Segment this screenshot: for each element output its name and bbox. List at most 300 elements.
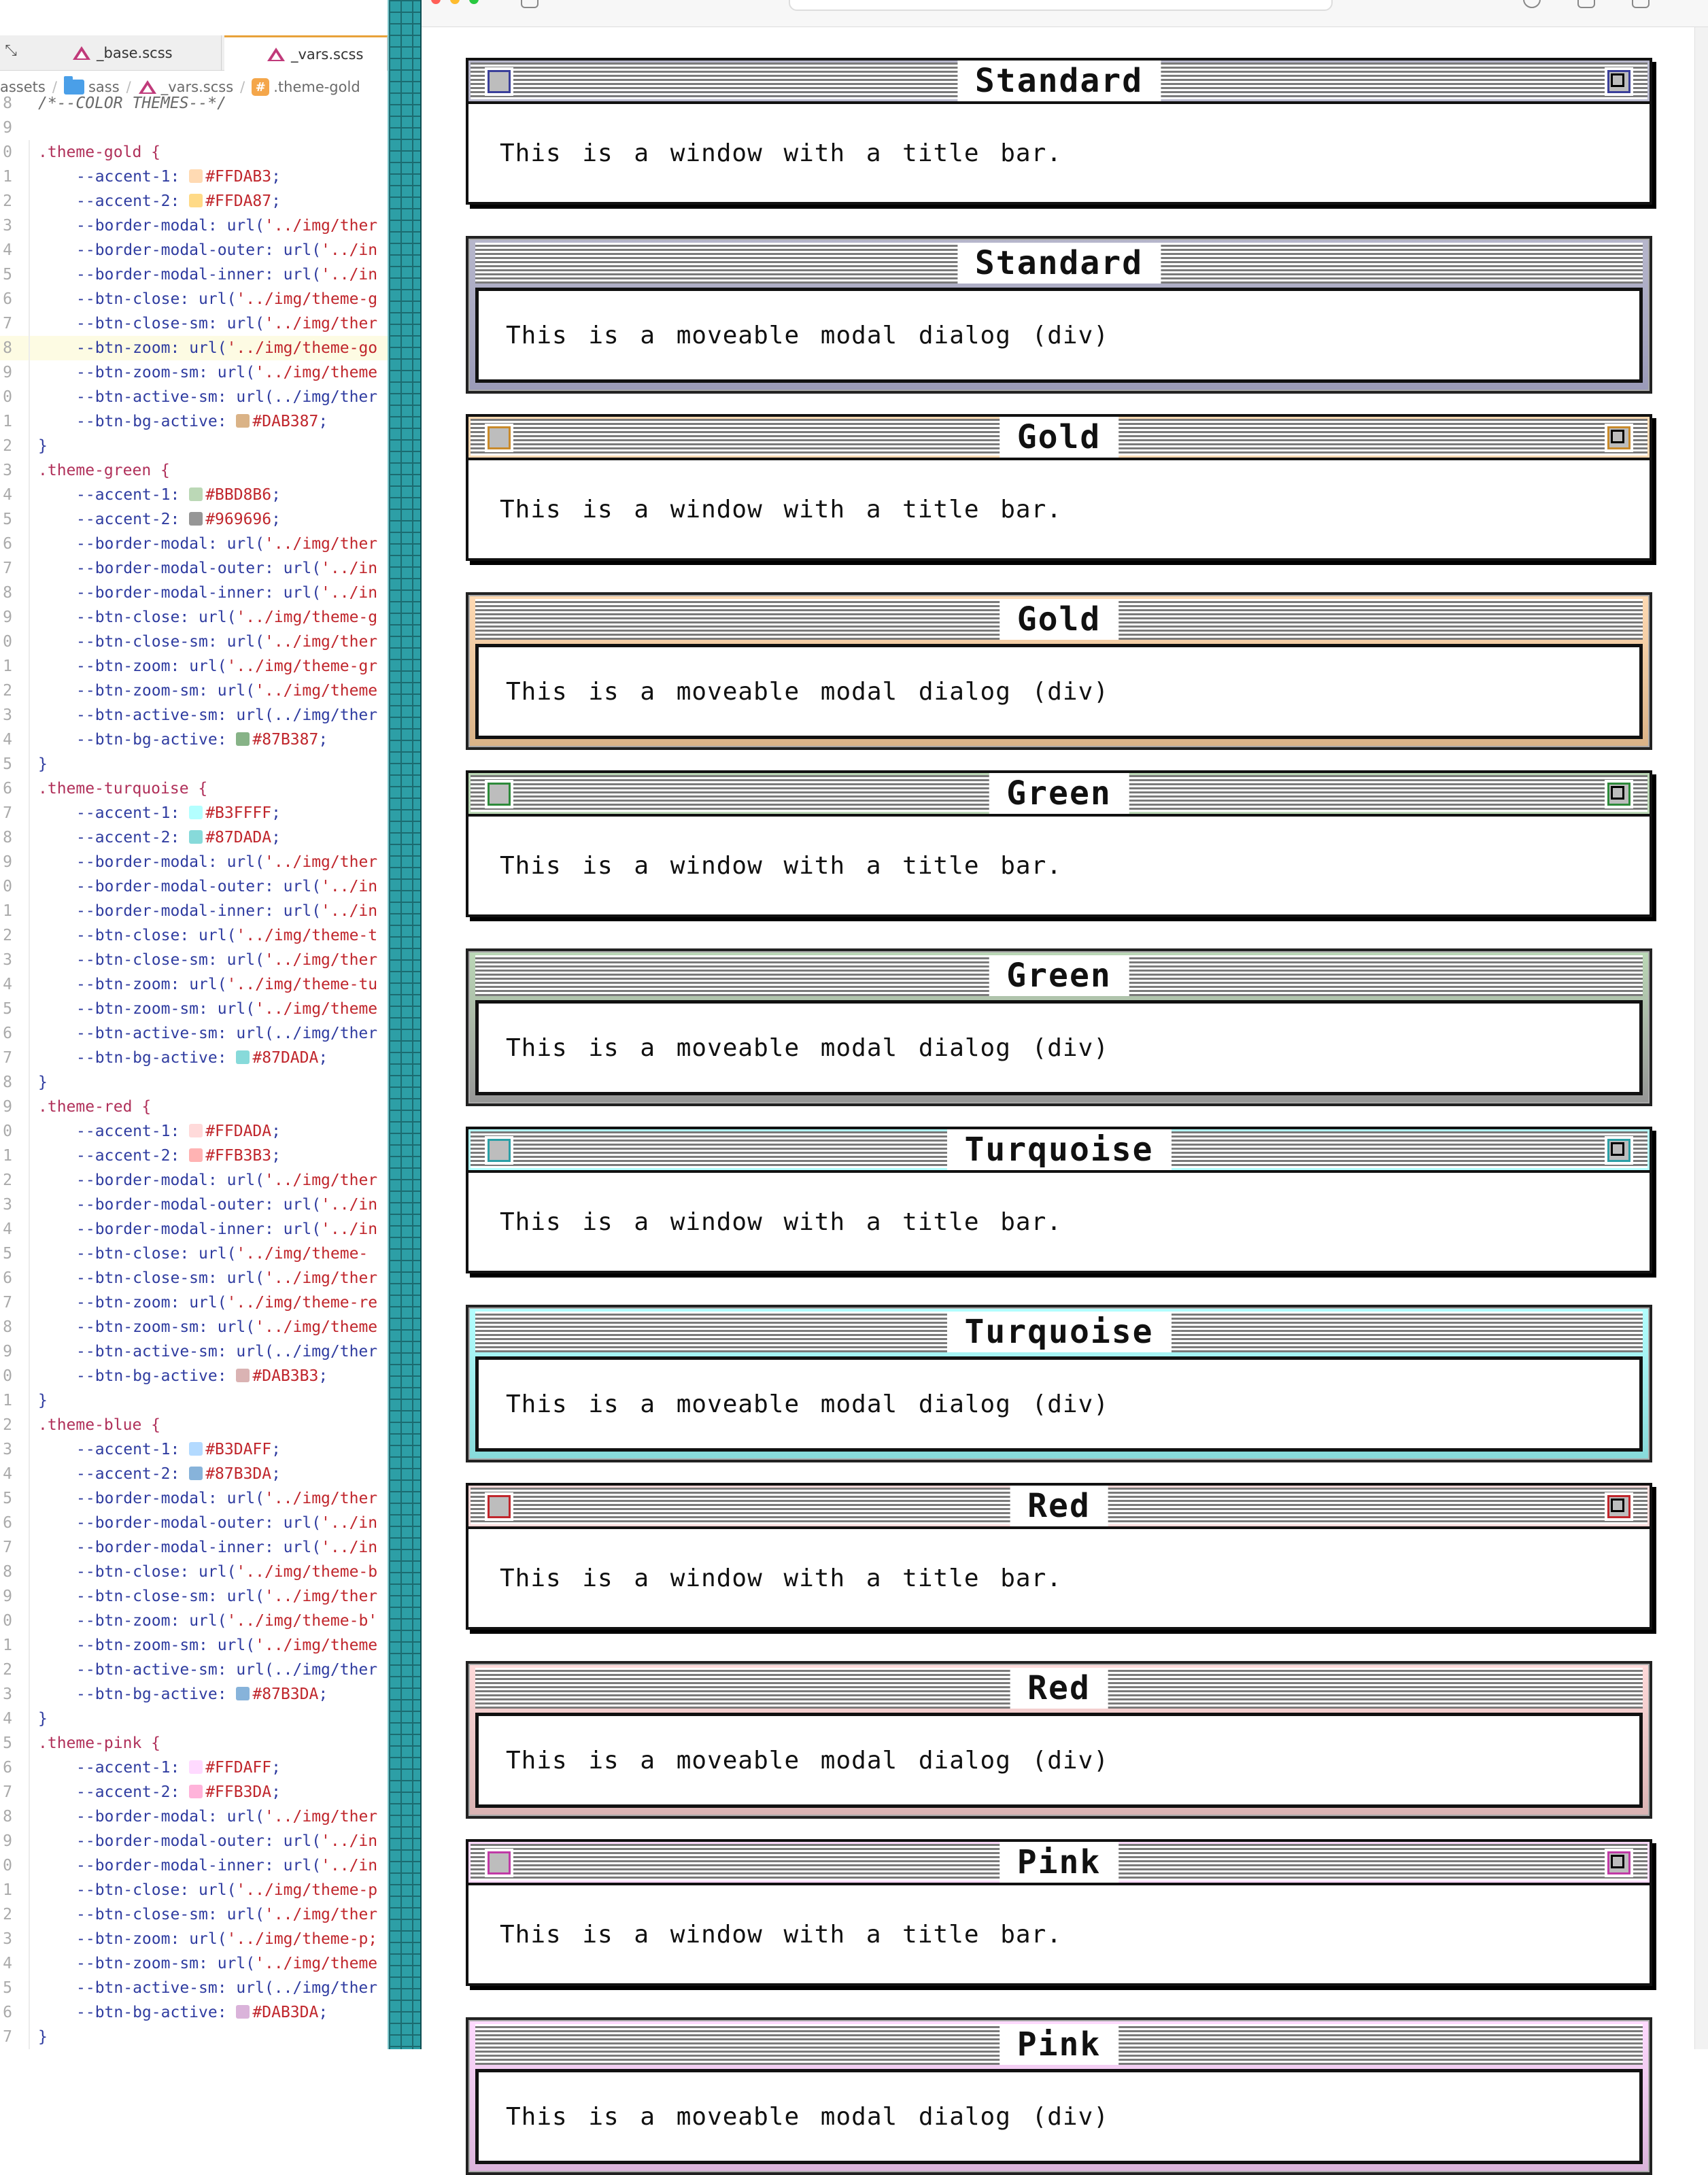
css-declaration (76, 654, 377, 679)
code-line[interactable] (0, 238, 388, 262)
line-number: 8 (3, 584, 12, 602)
url-string: '../img/ther (264, 1171, 378, 1189)
color-swatch[interactable] (189, 1760, 203, 1774)
modal-gold[interactable] (466, 592, 1652, 750)
color-swatch[interactable] (236, 414, 250, 428)
url-function: url( (189, 1294, 227, 1312)
scrollbar[interactable] (1694, 27, 1708, 2049)
url-function: url( (199, 290, 237, 308)
code-line[interactable] (0, 1976, 388, 2000)
code-line[interactable] (0, 727, 388, 752)
css-declaration (76, 1682, 328, 1707)
indent-guide (29, 1535, 30, 1560)
window-title: Green (989, 773, 1129, 814)
modal-title-bar[interactable] (475, 1312, 1643, 1352)
indent-guide (29, 1511, 30, 1535)
code-line[interactable] (0, 581, 388, 605)
download-icon[interactable] (1523, 0, 1541, 8)
url-string: '../img/theme-gr (226, 657, 378, 675)
modal-title-bar[interactable] (475, 955, 1643, 996)
line-number: 0 (3, 633, 12, 651)
code-line[interactable] (0, 776, 388, 801)
code-line[interactable] (0, 923, 388, 948)
close-box-icon[interactable] (485, 1849, 513, 1877)
indent-guide (29, 556, 30, 581)
window-title-bar[interactable] (468, 417, 1650, 460)
css-declaration (76, 874, 377, 899)
line-number: 4 (3, 1710, 12, 1728)
color-swatch[interactable] (236, 1050, 250, 1064)
modal-pink[interactable] (466, 2017, 1652, 2175)
code-line[interactable] (0, 1046, 388, 1070)
address-bar[interactable] (789, 0, 1333, 11)
code-line[interactable] (0, 262, 388, 287)
window-body: This is a window with a title bar. (500, 1564, 1062, 1592)
code-line[interactable] (0, 1658, 388, 1682)
window-title-bar[interactable] (468, 1486, 1650, 1529)
indent-guide (29, 507, 30, 532)
css-declaration (76, 727, 328, 752)
window-title-bar[interactable] (468, 1129, 1650, 1173)
indent-guide (29, 679, 30, 703)
css-declaration (76, 1339, 377, 1364)
line-number: 0 (3, 388, 12, 406)
code-line[interactable] (0, 1902, 388, 1927)
hex-value: #FFDADA (205, 1123, 272, 1140)
url-function: url( (283, 1539, 322, 1556)
url-function: url( (226, 951, 264, 969)
close-box-icon[interactable] (485, 424, 513, 452)
code-line[interactable] (0, 1560, 388, 1584)
property-name: --btn-bg-active: (76, 1685, 227, 1703)
css-declaration (76, 703, 377, 727)
tab-base-scss[interactable] (31, 35, 222, 71)
code-line[interactable] (0, 532, 388, 556)
code-line[interactable] (0, 91, 388, 116)
line-number: 3 (3, 951, 12, 969)
property-name: --border-modal-outer: (76, 1196, 274, 1214)
css-declaration (76, 801, 281, 825)
zoom-box-icon[interactable] (1605, 424, 1633, 452)
code-line[interactable] (0, 1853, 388, 1878)
code-line[interactable] (0, 1119, 388, 1144)
url-string: '../img/theme-g (236, 609, 378, 626)
css-declaration (76, 1144, 281, 1168)
url-string: '../img/theme- (236, 1245, 369, 1263)
indent-guide (29, 1560, 30, 1584)
code-line[interactable] (0, 1707, 388, 1731)
url-string: '../img/ther (264, 853, 378, 871)
close-window-icon[interactable] (431, 0, 441, 4)
indent-guide (29, 972, 30, 997)
property-name: --btn-zoom-sm: (76, 1318, 208, 1336)
property-name: --btn-close: (76, 1245, 190, 1263)
zoom-box-icon[interactable] (1605, 1136, 1633, 1165)
modal-turquoise[interactable] (466, 1305, 1652, 1462)
url-function: url( (283, 241, 322, 259)
code-line[interactable] (0, 213, 388, 238)
indent-guide (29, 189, 30, 213)
color-swatch[interactable] (236, 1687, 250, 1700)
zoom-box-icon[interactable] (1605, 1492, 1633, 1521)
tab-vars-scss[interactable] (224, 35, 388, 71)
url-string: '../in (321, 1539, 378, 1556)
code-line[interactable] (0, 1462, 388, 1486)
code-line[interactable] (0, 1878, 388, 1902)
css-declaration (76, 1046, 328, 1070)
css-declaration (76, 1804, 377, 1829)
property-name: --accent-2: (76, 1147, 180, 1165)
code-line[interactable] (0, 311, 388, 336)
url-string: '../img/theme-b (236, 1563, 378, 1581)
css-declaration (76, 1633, 377, 1658)
code-line[interactable] (0, 1217, 388, 1241)
code-line[interactable] (0, 1168, 388, 1193)
css-declaration (76, 1168, 377, 1193)
url-string: '../in (321, 1832, 378, 1850)
code-line[interactable] (0, 899, 388, 923)
breadcrumb-item[interactable]: sass (88, 79, 120, 95)
selector-icon: # (252, 78, 269, 96)
code-line[interactable] (0, 1780, 388, 1804)
line-number: 6 (3, 290, 12, 308)
color-swatch[interactable] (189, 1124, 203, 1137)
color-swatch[interactable] (236, 1369, 250, 1382)
code-line[interactable] (0, 556, 388, 581)
url-function: url( (199, 1245, 237, 1263)
indent-guide (29, 1462, 30, 1486)
code-line[interactable] (0, 1756, 388, 1780)
code-line[interactable] (0, 1364, 388, 1388)
color-swatch[interactable] (189, 512, 203, 526)
code-line[interactable] (0, 1070, 388, 1095)
semicolon: ; (271, 1147, 281, 1165)
indent-guide (29, 654, 30, 679)
modal-title-bar[interactable] (475, 1668, 1643, 1709)
line-number: 1 (3, 1881, 12, 1899)
line-number: 6 (3, 1269, 12, 1287)
zoom-box-icon[interactable] (1605, 67, 1633, 96)
color-swatch[interactable] (189, 487, 203, 501)
hex-value: #FFB3B3 (205, 1147, 272, 1165)
window-body: This is a window with a title bar. (500, 1208, 1062, 1236)
css-declaration (76, 1364, 328, 1388)
minimize-window-icon[interactable] (450, 0, 460, 4)
code-line[interactable] (0, 1266, 388, 1290)
indent-guide (29, 801, 30, 825)
code-line[interactable] (0, 1829, 388, 1853)
css-declaration (76, 605, 377, 630)
window-title: Red (1010, 1486, 1108, 1526)
expand-icon[interactable]: ⤡ (5, 41, 17, 59)
breadcrumb-separator: / (52, 79, 57, 95)
code-line[interactable] (0, 752, 388, 776)
code-line[interactable] (0, 1413, 388, 1437)
url-string: '../img/ther (264, 217, 378, 235)
property-name: --btn-close: (76, 1563, 190, 1581)
indent-guide (29, 1413, 30, 1437)
semicolon: ; (271, 804, 281, 822)
line-number: 0 (3, 878, 12, 895)
semicolon: ; (271, 1465, 281, 1483)
line-number: 4 (3, 1955, 12, 1972)
code-line[interactable] (0, 1609, 388, 1633)
property-name: --border-modal: (76, 853, 218, 871)
selector-text: .theme-red { (38, 1098, 152, 1116)
code-area[interactable] (0, 91, 388, 2049)
property-name: --btn-close-sm: (76, 1906, 218, 1923)
breadcrumb-item[interactable]: assets (0, 79, 46, 95)
line-number: 6 (3, 2004, 12, 2021)
code-line[interactable] (0, 972, 388, 997)
css-declaration (76, 1217, 377, 1241)
code-line[interactable] (0, 2025, 388, 2049)
color-swatch[interactable] (189, 1442, 203, 1456)
semicolon: ; (318, 413, 328, 430)
code-line[interactable] (0, 1437, 388, 1462)
window-title-bar[interactable] (468, 773, 1650, 817)
code-line[interactable] (0, 458, 388, 483)
color-swatch[interactable] (189, 169, 203, 183)
line-number: 6 (3, 780, 12, 798)
code-line[interactable] (0, 507, 388, 532)
color-swatch[interactable] (189, 1148, 203, 1162)
url-string: '../img/ther (264, 633, 378, 651)
line-number: 9 (3, 1343, 12, 1360)
code-line[interactable] (0, 1095, 388, 1119)
selector-text: .theme-pink { (38, 1734, 161, 1752)
line-number: 7 (3, 1783, 12, 1801)
code-line[interactable] (0, 825, 388, 850)
tabs-overview-icon[interactable] (1632, 0, 1650, 8)
code-line[interactable] (0, 679, 388, 703)
css-declaration (76, 825, 281, 850)
css-declaration (76, 287, 377, 311)
code-line[interactable] (0, 1731, 388, 1756)
code-line[interactable] (0, 287, 388, 311)
close-box-icon[interactable] (485, 67, 513, 96)
modal-title: Standard (957, 243, 1161, 284)
url-function: url( (283, 1196, 322, 1214)
code-line[interactable] (0, 948, 388, 972)
code-line[interactable] (0, 1241, 388, 1266)
code-line[interactable] (0, 1535, 388, 1560)
line-number: 7 (3, 315, 12, 332)
url-string: '../in (321, 878, 378, 895)
code-line[interactable] (0, 874, 388, 899)
code-line[interactable] (0, 997, 388, 1021)
code-line[interactable] (0, 630, 388, 654)
code-line[interactable] (0, 1951, 388, 1976)
property-name: --border-modal-inner: (76, 266, 274, 284)
css-declaration (76, 1511, 377, 1535)
css-declaration (76, 1902, 377, 1927)
code-line[interactable] (0, 116, 388, 140)
code-line[interactable] (0, 703, 388, 727)
zoom-box-icon[interactable] (1605, 1849, 1633, 1877)
indent-guide (29, 238, 30, 262)
modal-standard[interactable] (466, 236, 1652, 394)
line-number: 8 (3, 1074, 12, 1091)
property-name: --border-modal-inner: (76, 1539, 274, 1556)
css-selector (38, 1413, 160, 1437)
line-number: 2 (3, 1661, 12, 1679)
css-declaration (76, 1535, 377, 1560)
line-number: 7 (3, 804, 12, 822)
url-value: url(../img/ther (236, 1343, 378, 1360)
window-title-bar[interactable] (468, 61, 1650, 104)
property-name: --btn-close: (76, 1881, 190, 1899)
css-declaration (76, 336, 377, 360)
indent-guide (29, 703, 30, 727)
code-line[interactable] (0, 801, 388, 825)
sidebar-toggle-icon[interactable] (521, 0, 539, 8)
modal-green[interactable] (466, 948, 1652, 1106)
color-swatch[interactable] (236, 2005, 250, 2019)
hex-value: #87DADA (252, 1049, 319, 1067)
hex-value: #FFDA87 (205, 192, 272, 210)
fullscreen-window-icon[interactable] (469, 0, 479, 4)
url-string: '../in (321, 1514, 378, 1532)
line-number: 7 (3, 1294, 12, 1312)
css-selector (38, 776, 207, 801)
window-title: Gold (1000, 417, 1119, 458)
zoom-box-icon[interactable] (1605, 780, 1633, 808)
indent-guide (29, 360, 30, 385)
code-line[interactable] (0, 1927, 388, 1951)
code-line[interactable] (0, 1511, 388, 1535)
property-name: --btn-close-sm: (76, 1269, 218, 1287)
code-line[interactable] (0, 360, 388, 385)
window-standard (466, 58, 1652, 205)
css-declaration (76, 1584, 377, 1609)
share-icon[interactable] (1577, 0, 1595, 8)
code-line[interactable] (0, 1315, 388, 1339)
indent-guide (29, 850, 30, 874)
line-number: 1 (3, 1637, 12, 1654)
css-declaration (76, 630, 377, 654)
window-title-bar[interactable] (468, 1842, 1650, 1885)
code-line[interactable] (0, 1633, 388, 1658)
code-line[interactable] (0, 654, 388, 679)
css-declaration (76, 1878, 377, 1902)
code-line[interactable] (0, 1144, 388, 1168)
url-string: '../img/theme (255, 1000, 378, 1018)
semicolon: ; (271, 1123, 281, 1140)
code-line[interactable] (0, 1290, 388, 1315)
code-line[interactable] (0, 434, 388, 458)
color-swatch[interactable] (189, 1467, 203, 1480)
close-box-icon[interactable] (485, 780, 513, 808)
code-line[interactable] (0, 1584, 388, 1609)
code-line[interactable] (0, 1486, 388, 1511)
code-line[interactable] (0, 189, 388, 213)
color-swatch[interactable] (189, 830, 203, 844)
code-line[interactable] (0, 1339, 388, 1364)
line-number: 9 (3, 853, 12, 871)
color-swatch[interactable] (189, 1785, 203, 1798)
code-line[interactable] (0, 1021, 388, 1046)
indent-guide (29, 1070, 30, 1095)
code-line[interactable] (0, 2000, 388, 2025)
color-swatch[interactable] (236, 732, 250, 746)
line-number: 4 (3, 241, 12, 259)
semicolon: ; (318, 2004, 328, 2021)
url-function: url( (217, 1955, 256, 1972)
url-string: '../img/ther (264, 1588, 378, 1605)
url-value: url(../img/ther (236, 706, 378, 724)
css-declaration (76, 238, 377, 262)
property-name: --accent-1: (76, 486, 180, 504)
code-line[interactable] (0, 1682, 388, 1707)
hex-value: #B3FFFF (205, 804, 272, 822)
css-declaration (76, 1756, 281, 1780)
code-line[interactable] (0, 140, 388, 165)
selector-text: .theme-turquoise { (38, 780, 208, 798)
indent-guide (29, 213, 30, 238)
code-line[interactable] (0, 850, 388, 874)
property-name: --btn-bg-active: (76, 1049, 227, 1067)
modal-title-bar[interactable] (475, 243, 1643, 284)
indent-guide (29, 1486, 30, 1511)
css-declaration (76, 1290, 377, 1315)
breadcrumb-item[interactable]: .theme-gold (273, 79, 360, 95)
url-string: '../img/theme-p; (226, 1930, 378, 1948)
code-line[interactable] (0, 385, 388, 409)
close-box-icon[interactable] (485, 1492, 513, 1521)
code-line[interactable] (0, 409, 388, 434)
property-name: --border-modal-inner: (76, 584, 274, 602)
line-number: 5 (3, 266, 12, 284)
modal-title-bar[interactable] (475, 2024, 1643, 2065)
window-body: This is a window with a title bar. (500, 851, 1062, 880)
code-line[interactable] (0, 1388, 388, 1413)
sass-file-icon (267, 46, 286, 63)
property-name: --btn-bg-active: (76, 2004, 227, 2021)
modal-red[interactable] (466, 1661, 1652, 1819)
code-line[interactable] (0, 1193, 388, 1217)
modal-title-bar[interactable] (475, 599, 1643, 640)
code-line[interactable] (0, 165, 388, 189)
code-line[interactable] (0, 1804, 388, 1829)
modal-title: Green (989, 955, 1129, 996)
line-number: 3 (3, 217, 12, 235)
property-name: --border-modal-outer: (76, 1832, 274, 1850)
line-number: 1 (3, 902, 12, 920)
line-number: 2 (3, 1416, 12, 1434)
property-name: --btn-close: (76, 290, 190, 308)
url-function: url( (189, 1930, 227, 1948)
url-string: '../in (321, 902, 378, 920)
line-number: 9 (3, 119, 12, 137)
code-line[interactable] (0, 483, 388, 507)
breadcrumb-item[interactable]: _vars.scss (160, 79, 234, 95)
property-name: --btn-close: (76, 927, 190, 944)
semicolon: ; (271, 192, 281, 210)
indent-guide (29, 1609, 30, 1633)
code-line[interactable] (0, 605, 388, 630)
line-number: 4 (3, 1220, 12, 1238)
line-number: 7 (3, 1049, 12, 1067)
css-declaration (76, 1241, 368, 1266)
url-function: url( (226, 1808, 264, 1826)
line-number: 5 (3, 1734, 12, 1752)
close-box-icon[interactable] (485, 1136, 513, 1165)
hex-value: #FFB3DA (205, 1783, 272, 1801)
color-swatch[interactable] (189, 194, 203, 207)
code-line[interactable] (0, 336, 388, 360)
color-swatch[interactable] (189, 806, 203, 819)
